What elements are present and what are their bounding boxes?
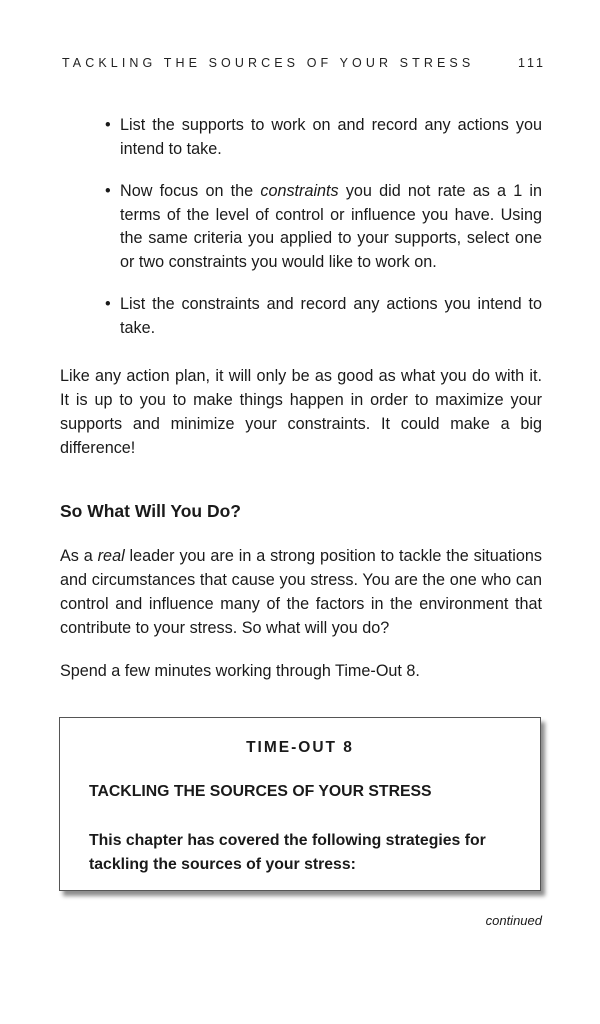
body-paragraph [60,544,542,640]
body-paragraph: Like any action plan, it will only be as good as what you do with it. It is up to you to make things happen in order to maximize your supports and minimize your constraints. It could make a big difference! [60,367,542,457]
paragraph-text-start: As a [60,547,98,565]
paragraph-emphasis: real [97,547,125,565]
bullet-text: List the supports to work on and record any actions you intend to take. [120,116,542,158]
paragraph-text-end: leader you are in a strong position to tackle the situations and circumstances that cause you stress. You are the one who can control and influence many of the factors in the environment that contribute to your stress. So what will you do? [60,547,542,637]
bullet-marker: • [105,295,111,313]
bullet-item [60,293,542,340]
bullet-item [60,180,542,274]
timeout-subtitle: TACKLING THE SOURCES OF YOUR STRESS [89,783,432,800]
timeout-text: This chapter has covered the following strategies for tackling the sources of your stress: [89,832,486,873]
page-number: 111 [517,56,546,70]
continued-label: continued [485,913,542,928]
bullet-marker: • [105,116,111,134]
bullet-text-start: Now focus on the [120,182,261,200]
bullet-emphasis: constraints [260,182,339,200]
running-title: TACKLING THE SOURCES OF YOUR STRESS [62,56,475,70]
bullet-text-end: you did not rate as a 1 in terms of the level of control or influence you have. Using the same criteria you applied to your supports, select one or two constraints you would like to work on. [120,182,542,271]
bullet-marker: • [105,182,111,200]
bullet-list [60,114,542,359]
timeout-title: TIME-OUT 8 [246,739,354,756]
section-heading: So What Will You Do? [60,501,241,521]
timeout-box [59,717,541,891]
body-paragraph: Spend a few minutes working through Time-Out 8. [60,662,420,680]
running-header [62,56,546,74]
bullet-item [60,114,542,161]
bullet-text: List the constraints and record any actions you intend to take. [120,295,542,337]
